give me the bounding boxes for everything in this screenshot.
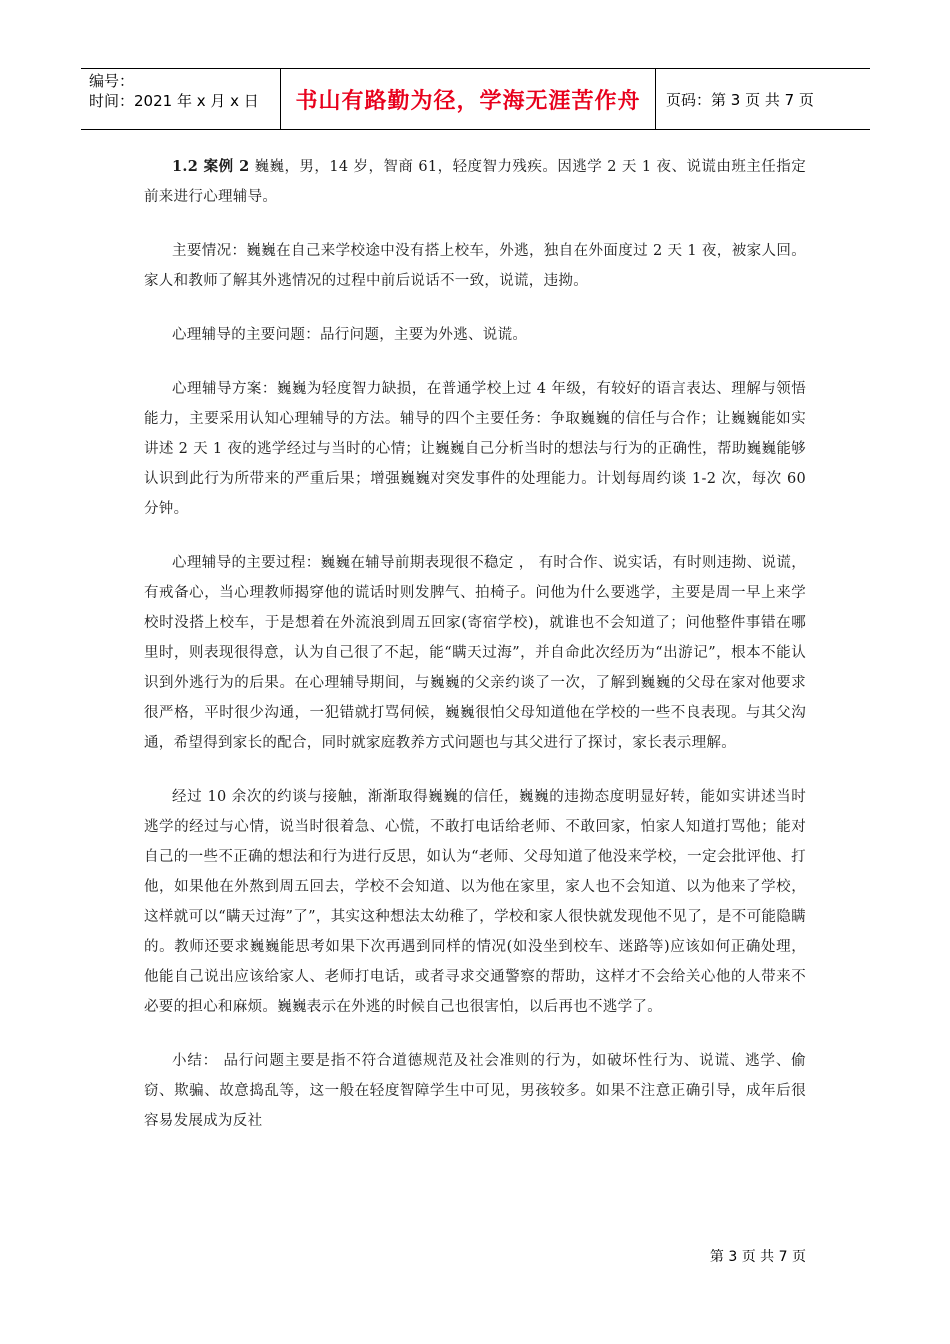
case-text: 巍巍，男，14 岁，智商 61，轻度智力残疾。因逃学 2 天 1 夜、说谎由班主任指定前来进行心理辅导。 — [144, 159, 806, 205]
paragraph-summary: 小结： 品行问题主要是指不符合道德规范及社会准则的行为，如破坏性行为、说谎、逃学、偷窃、欺骗、故意捣乱等，这一般在轻度智障学生中可见，男孩较多。如果不注意正确引导，成年后很容易发展成为反社 — [144, 1053, 806, 1129]
document-number-label: 编号： — [89, 72, 135, 90]
paragraph-plan: 心理辅导方案：巍巍为轻度智力缺损，在普通学校上过 4 年级，有较好的语言表达、理解与领悟能力，主要采用认知心理辅导的方法。辅导的四个主要任务：争取巍巍的信任与合作；让巍巍能如实讲述 2 天 1 夜的逃学经过与当时的心情；让巍巍自己分析当时的想法与行为的正确性，帮助巍巍能够认识到此行为所带来的严重后果；增强巍巍对突发事件的处理能力。计划每周约谈 1-2 次，每次 60 分钟。 — [144, 381, 806, 517]
header-page-code: 页码：第 3 页 共 7 页 — [666, 90, 814, 109]
page-footer: 第 3 页 共 7 页 — [709, 1249, 806, 1265]
paragraph-situation: 主要情况：巍巍在自己来学校途中没有搭上校车，外逃，独自在外面度过 2 天 1 夜，被家人回。家人和教师了解其外逃情况的过程中前后说话不一致，说谎，违拗。 — [144, 243, 806, 289]
header-motto: 书山有路勤为径，学海无涯苦作舟 — [281, 69, 656, 129]
paragraph-case — [144, 152, 806, 212]
document-body — [144, 152, 806, 1160]
header-meta — [81, 69, 281, 129]
page-header — [81, 68, 870, 130]
paragraph-process: 心理辅导的主要过程：巍巍在辅导前期表现很不稳定 ， 有时合作、说实话，有时则违拗、说谎，有戒备心，当心理教师揭穿他的谎话时则发脾气、拍椅子。问他为什么要逃学，主要是周一早上来学校时没搭上校车，于是想着在外流浪到周五回家(寄宿学校)，就谁也不会知道了；问他整件事错在哪里时，则表现很得意，认为自己很了不起，能“瞒天过海”，并自命此次经历为“出游记”，根本不能认识到外逃行为的后果。在心理辅导期间，与巍巍的父亲约谈了一次，了解到巍巍的父母在家对他要求很严格，平时很少沟通，一犯错就打骂伺候，巍巍很怕父母知道他在学校的一些不良表现。与其父沟通，希望得到家长的配合，同时就家庭教养方式问题也与其父进行了探讨，家长表示理解。 — [144, 555, 806, 751]
document-date: 时间：2021 年 x 月 x 日 — [89, 92, 259, 110]
paragraph-problem: 心理辅导的主要问题：品行问题，主要为外逃、说谎。 — [172, 327, 528, 343]
paragraph-outcome: 经过 10 余次的约谈与接触，渐渐取得巍巍的信任，巍巍的违拗态度明显好转，能如实讲述当时逃学的经过与心情，说当时很着急、心慌，不敢打电话给老师、不敢回家，怕家人知道打骂他；能对自己的一些不正确的想法和行为进行反思，如认为“老师、父母知道了他没来学校，一定会批评他、打他，如果他在外熬到周五回去，学校不会知道、以为他在家里，家人也不会知道、以为他来了学校，这样就可以“瞒天过海”了”，其实这种想法太幼稚了，学校和家人很快就发现他不见了，是不可能隐瞒的。教师还要求巍巍能思考如果下次再遇到同样的情况(如没坐到校车、迷路等)应该如何正确处理，他能自己说出应该给家人、老师打电话，或者寻求交通警察的帮助，这样才不会给关心他的人带来不必要的担心和麻烦。巍巍表示在外逃的时候自己也很害怕，以后再也不逃学了。 — [144, 789, 806, 1015]
case-heading: 1.2 案例 2 — [172, 158, 250, 175]
